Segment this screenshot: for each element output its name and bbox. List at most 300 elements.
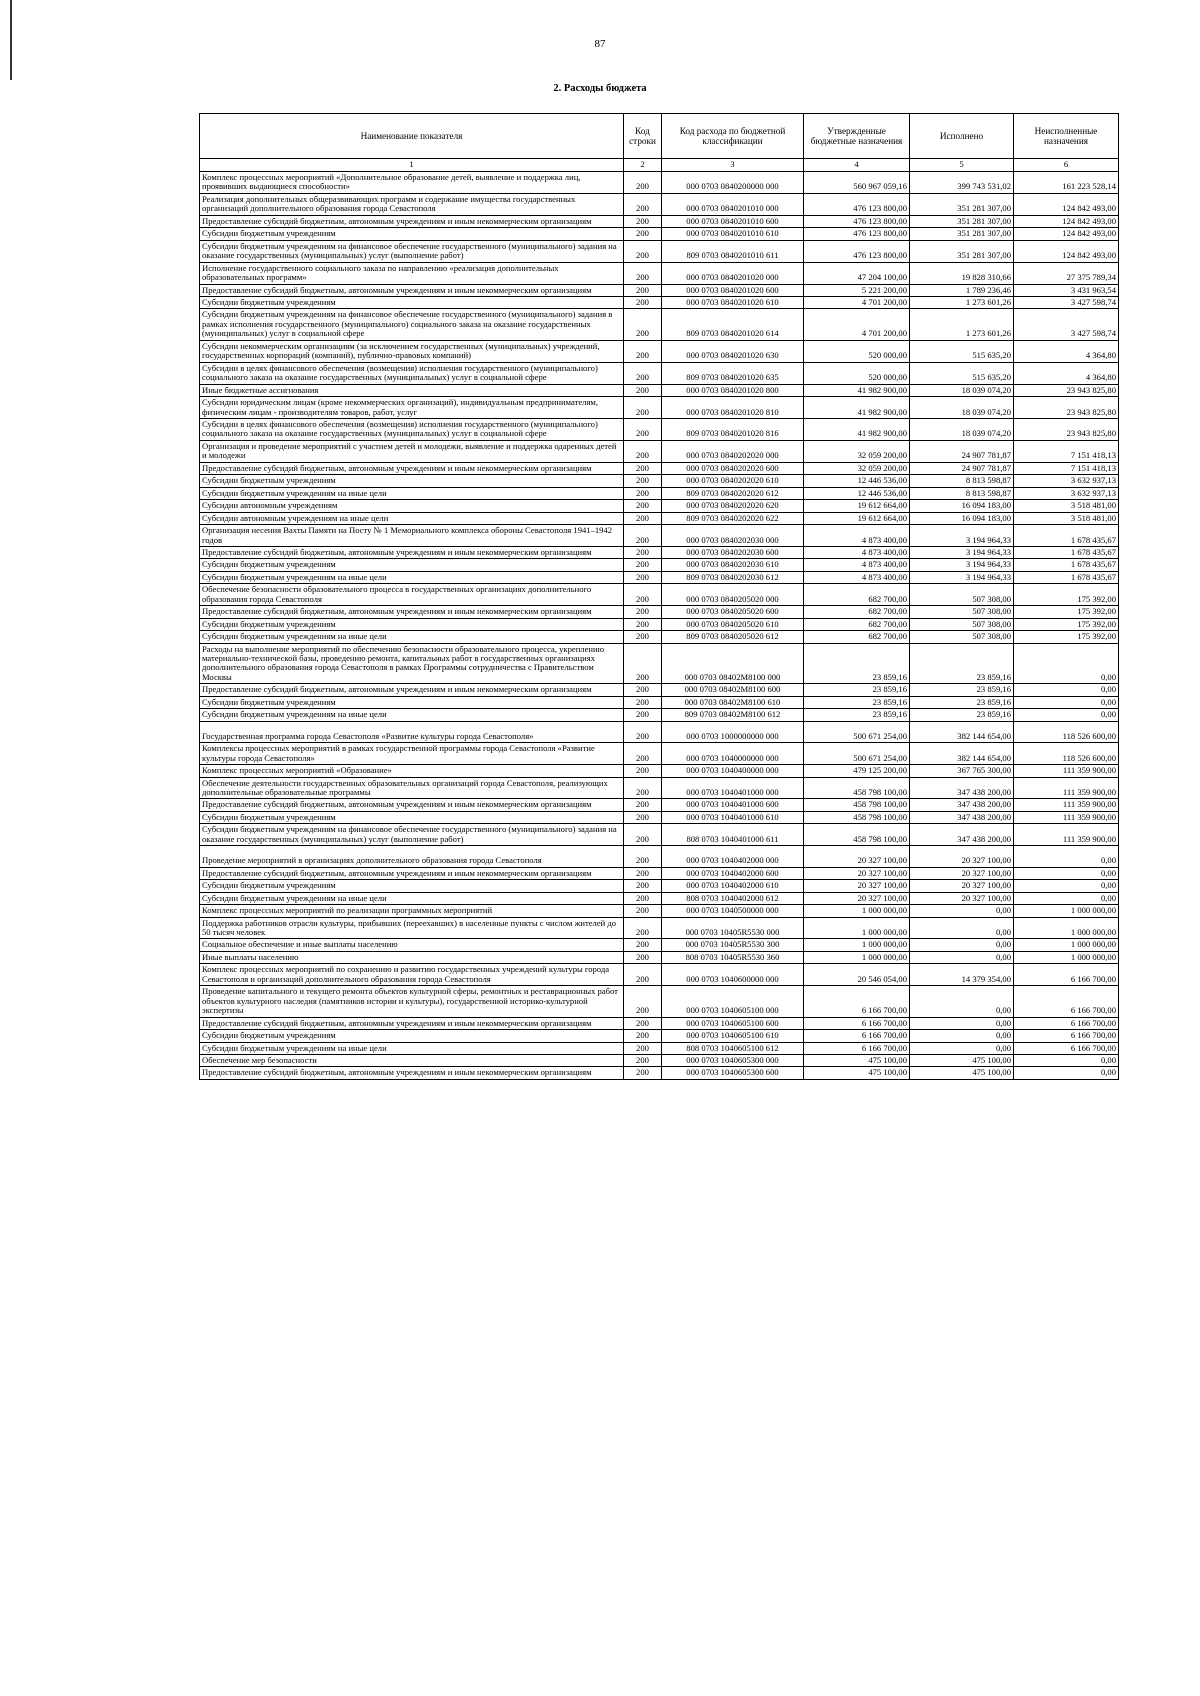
table-row (200, 584, 1119, 606)
header-executed: Исполнено (910, 114, 1014, 159)
row-code-cell: 200 (624, 240, 662, 262)
column-number-row (200, 159, 1119, 172)
table-row (200, 765, 1119, 777)
row-executed-cell: 382 144 654,00 (910, 721, 1014, 742)
table-row (200, 262, 1119, 284)
row-unexecuted-cell: 3 632 937,13 (1014, 475, 1119, 487)
row-approved-cell: 500 671 254,00 (804, 721, 910, 742)
row-approved-cell: 4 873 400,00 (804, 559, 910, 571)
row-classification-cell: 000 0703 0840205020 600 (662, 606, 804, 618)
row-code-cell: 200 (624, 846, 662, 867)
row-executed-cell: 18 039 074,20 (910, 384, 1014, 396)
row-classification-cell: 000 0703 0840205020 000 (662, 584, 804, 606)
row-name-cell: Иные бюджетные ассигнования (200, 384, 624, 396)
header-classification: Код расхода по бюджетной классификации (662, 114, 804, 159)
row-code-cell: 200 (624, 1030, 662, 1042)
row-executed-cell: 0,00 (910, 939, 1014, 951)
row-unexecuted-cell: 175 392,00 (1014, 606, 1119, 618)
table-row (200, 824, 1119, 846)
table-row (200, 696, 1119, 708)
row-name-cell: Предоставление субсидий бюджетным, автономным учреждениям и иным некоммерческим организациям (200, 284, 624, 296)
table-row (200, 228, 1119, 240)
row-classification-cell: 000 0703 1040500000 000 (662, 905, 804, 917)
row-code-cell: 200 (624, 1054, 662, 1066)
table-row (200, 1054, 1119, 1066)
row-approved-cell: 458 798 100,00 (804, 799, 910, 811)
row-executed-cell: 3 194 964,33 (910, 546, 1014, 558)
row-classification-cell: 000 0703 0840202020 600 (662, 462, 804, 474)
row-unexecuted-cell: 175 392,00 (1014, 584, 1119, 606)
row-executed-cell: 23 859,16 (910, 643, 1014, 684)
row-approved-cell: 476 123 800,00 (804, 228, 910, 240)
row-code-cell: 200 (624, 951, 662, 963)
row-name-cell: Субсидии юридическим лицам (кроме некоммерческих организаций), индивидуальным предпринимателям, физическим лицам - производителям товаров, работ, услуг (200, 397, 624, 419)
row-unexecuted-cell: 23 943 825,80 (1014, 418, 1119, 440)
row-code-cell: 200 (624, 606, 662, 618)
row-unexecuted-cell: 23 943 825,80 (1014, 384, 1119, 396)
row-code-cell: 200 (624, 462, 662, 474)
row-approved-cell: 6 166 700,00 (804, 1030, 910, 1042)
row-code-cell: 200 (624, 765, 662, 777)
table-row (200, 777, 1119, 799)
table-row (200, 571, 1119, 583)
table-row (200, 618, 1119, 630)
row-approved-cell: 32 059 200,00 (804, 440, 910, 462)
row-executed-cell: 18 039 074,20 (910, 418, 1014, 440)
row-unexecuted-cell: 124 842 493,00 (1014, 193, 1119, 215)
row-unexecuted-cell: 111 359 900,00 (1014, 765, 1119, 777)
row-code-cell: 200 (624, 1042, 662, 1054)
row-executed-cell: 8 813 598,87 (910, 475, 1014, 487)
row-code-cell: 200 (624, 384, 662, 396)
row-unexecuted-cell: 6 166 700,00 (1014, 964, 1119, 986)
row-name-cell: Субсидии бюджетным учреждениям на иные цели (200, 631, 624, 643)
row-executed-cell: 347 438 200,00 (910, 811, 1014, 823)
row-executed-cell: 475 100,00 (910, 1067, 1014, 1079)
row-code-cell: 200 (624, 811, 662, 823)
row-name-cell: Субсидии бюджетным учреждениям на финансовое обеспечение государственного (муниципального) задания на оказание государственных (муниципальных) услуг (выполнение работ) (200, 240, 624, 262)
row-approved-cell: 476 123 800,00 (804, 240, 910, 262)
row-executed-cell: 14 379 354,00 (910, 964, 1014, 986)
row-name-cell: Организация и проведение мероприятий с участием детей и молодежи, выявление и поддержка одаренных детей и молодежи (200, 440, 624, 462)
row-code-cell: 200 (624, 684, 662, 696)
row-code-cell: 200 (624, 559, 662, 571)
row-unexecuted-cell: 1 000 000,00 (1014, 917, 1119, 939)
row-approved-cell: 458 798 100,00 (804, 824, 910, 846)
row-name-cell: Предоставление субсидий бюджетным, автономным учреждениям и иным некоммерческим организациям (200, 799, 624, 811)
row-approved-cell: 41 982 900,00 (804, 418, 910, 440)
row-code-cell: 200 (624, 546, 662, 558)
row-name-text: Государственная программа города Севастополя «Развитие культуры города Севастополя» (202, 730, 534, 741)
table-row (200, 546, 1119, 558)
row-name-cell: Субсидии некоммерческим организациям (за исключением государственных (муниципальных) учреждений, государственных корпораций (компаний), публично-правовых компаний) (200, 340, 624, 362)
row-classification-cell: 809 0703 0840201020 614 (662, 309, 804, 340)
table-row (200, 475, 1119, 487)
row-classification-cell: 809 0703 0840202020 622 (662, 512, 804, 524)
row-classification-cell: 000 0703 0840201020 630 (662, 340, 804, 362)
row-unexecuted-cell: 111 359 900,00 (1014, 777, 1119, 799)
row-executed-cell: 351 281 307,00 (910, 228, 1014, 240)
row-executed-cell: 1 273 601,26 (910, 309, 1014, 340)
row-executed-cell: 20 327 100,00 (910, 867, 1014, 879)
row-classification-cell: 000 0703 08402M8100 600 (662, 684, 804, 696)
row-name-cell: Субсидии бюджетным учреждениям (200, 1030, 624, 1042)
row-unexecuted-cell: 0,00 (1014, 867, 1119, 879)
row-name-cell: Предоставление субсидий бюджетным, автономным учреждениям и иным некоммерческим организациям (200, 546, 624, 558)
row-approved-cell: 5 221 200,00 (804, 284, 910, 296)
row-code-cell: 200 (624, 296, 662, 308)
column-number: 4 (804, 159, 910, 172)
table-row (200, 986, 1119, 1017)
row-classification-cell: 000 0703 0840202020 610 (662, 475, 804, 487)
row-classification-cell: 000 0703 0840200000 000 (662, 172, 804, 194)
row-executed-cell: 347 438 200,00 (910, 799, 1014, 811)
row-unexecuted-cell: 0,00 (1014, 1067, 1119, 1079)
row-classification-cell: 000 0703 0840201020 810 (662, 397, 804, 419)
row-executed-cell: 507 308,00 (910, 606, 1014, 618)
row-approved-cell: 1 000 000,00 (804, 917, 910, 939)
row-unexecuted-cell: 3 431 963,54 (1014, 284, 1119, 296)
row-name-cell: Комплексы процессных мероприятий в рамках государственной программы города Севастополя «Развитие культуры города Севастополя» (200, 743, 624, 765)
row-classification-cell: 000 0703 0840202030 000 (662, 525, 804, 547)
table-row (200, 525, 1119, 547)
row-classification-cell: 000 0703 0840201020 610 (662, 296, 804, 308)
row-classification-cell: 809 0703 0840202020 612 (662, 487, 804, 499)
table-row (200, 340, 1119, 362)
row-approved-cell: 47 204 100,00 (804, 262, 910, 284)
row-classification-cell: 000 0703 0840205020 610 (662, 618, 804, 630)
table-row (200, 512, 1119, 524)
table-row (200, 964, 1119, 986)
row-approved-cell: 475 100,00 (804, 1054, 910, 1066)
row-executed-cell: 8 813 598,87 (910, 487, 1014, 499)
table-row (200, 362, 1119, 384)
table-row (200, 1017, 1119, 1029)
row-executed-cell: 20 327 100,00 (910, 846, 1014, 867)
row-code-cell: 200 (624, 440, 662, 462)
row-executed-cell: 507 308,00 (910, 618, 1014, 630)
row-approved-cell: 23 859,16 (804, 696, 910, 708)
table-row (200, 867, 1119, 879)
row-executed-cell: 19 828 310,66 (910, 262, 1014, 284)
table-row (200, 418, 1119, 440)
row-unexecuted-cell: 4 364,80 (1014, 362, 1119, 384)
row-approved-cell: 20 327 100,00 (804, 846, 910, 867)
row-approved-cell: 458 798 100,00 (804, 811, 910, 823)
row-executed-cell: 507 308,00 (910, 631, 1014, 643)
row-executed-cell: 347 438 200,00 (910, 777, 1014, 799)
row-approved-cell: 682 700,00 (804, 606, 910, 618)
table-row (200, 559, 1119, 571)
row-classification-cell: 808 0703 1040605100 612 (662, 1042, 804, 1054)
row-executed-cell: 0,00 (910, 905, 1014, 917)
row-name-cell: Предоставление субсидий бюджетным, автономным учреждениям и иным некоммерческим организациям (200, 1017, 624, 1029)
row-classification-cell: 000 0703 0840202020 000 (662, 440, 804, 462)
row-classification-cell: 000 0703 1040000000 000 (662, 743, 804, 765)
table-row (200, 917, 1119, 939)
row-name-cell: Субсидии бюджетным учреждениям на финансовое обеспечение государственного (муниципального) задания на оказание государственных (муниципальных) услуг (выполнение работ) (200, 824, 624, 846)
table-row (200, 193, 1119, 215)
table-row (200, 643, 1119, 684)
row-name-cell: Расходы на выполнение мероприятий по обеспечению безопасности образовательного процесса, укреплению материально-технической базы, проведению ремонта, капитальных работ в государственных организациях дополнительного образования города Севастополя в рамках Программы сотрудничества с Правительством Москвы (200, 643, 624, 684)
row-name-cell: Комплекс процессных мероприятий «Образование» (200, 765, 624, 777)
row-unexecuted-cell: 124 842 493,00 (1014, 228, 1119, 240)
column-number: 5 (910, 159, 1014, 172)
budget-expenses-table (199, 113, 1119, 1080)
row-name-cell: Субсидии бюджетным учреждениям (200, 475, 624, 487)
row-executed-cell: 0,00 (910, 951, 1014, 963)
table-row (200, 1042, 1119, 1054)
row-code-cell: 200 (624, 487, 662, 499)
row-approved-cell: 20 327 100,00 (804, 892, 910, 904)
table-row (200, 905, 1119, 917)
row-code-cell: 200 (624, 284, 662, 296)
row-classification-cell: 000 0703 1040402000 610 (662, 880, 804, 892)
row-classification-cell: 809 0703 0840201020 816 (662, 418, 804, 440)
row-executed-cell: 367 765 300,00 (910, 765, 1014, 777)
header-unexecuted: Неисполненные назначения (1014, 114, 1119, 159)
row-approved-cell: 6 166 700,00 (804, 1042, 910, 1054)
header-name: Наименование показателя (200, 114, 624, 159)
row-approved-cell: 41 982 900,00 (804, 397, 910, 419)
row-code-cell: 200 (624, 721, 662, 742)
row-unexecuted-cell: 7 151 418,13 (1014, 462, 1119, 474)
row-unexecuted-cell: 124 842 493,00 (1014, 215, 1119, 227)
row-unexecuted-cell: 111 359 900,00 (1014, 811, 1119, 823)
row-name-cell: Организация несения Вахты Памяти на Посту № 1 Мемориального комплекса обороны Севастополя 1941–1942 годов (200, 525, 624, 547)
row-code-cell: 200 (624, 643, 662, 684)
row-code-cell: 200 (624, 1067, 662, 1079)
row-unexecuted-cell: 4 364,80 (1014, 340, 1119, 362)
row-name-text: Проведение мероприятий в организациях дополнительного образования города Севастополя (202, 855, 542, 866)
row-classification-cell: 000 0703 1040402000 000 (662, 846, 804, 867)
row-name-cell: Предоставление субсидий бюджетным, автономным учреждениям и иным некоммерческим организациям (200, 215, 624, 227)
row-classification-cell: 000 0703 0840201020 000 (662, 262, 804, 284)
row-approved-cell: 560 967 059,16 (804, 172, 910, 194)
row-name-cell: Субсидии в целях финансового обеспечения (возмещения) исполнения государственного (муниципального) социального заказа на оказание государственных (муниципальных) услуг в социальной сфере (200, 418, 624, 440)
row-approved-cell: 1 000 000,00 (804, 951, 910, 963)
row-unexecuted-cell: 1 678 435,67 (1014, 525, 1119, 547)
table-row (200, 384, 1119, 396)
row-classification-cell: 000 0703 1000000000 000 (662, 721, 804, 742)
row-unexecuted-cell: 1 678 435,67 (1014, 559, 1119, 571)
row-code-cell: 200 (624, 917, 662, 939)
row-approved-cell: 4 701 200,00 (804, 296, 910, 308)
row-code-cell: 200 (624, 777, 662, 799)
row-approved-cell: 479 125 200,00 (804, 765, 910, 777)
row-name-cell: Субсидии бюджетным учреждениям (200, 559, 624, 571)
row-classification-cell: 000 0703 0840201010 610 (662, 228, 804, 240)
row-code-cell: 200 (624, 824, 662, 846)
row-classification-cell: 000 0703 1040401000 000 (662, 777, 804, 799)
row-unexecuted-cell: 3 518 481,00 (1014, 500, 1119, 512)
row-classification-cell: 000 0703 0840201020 600 (662, 284, 804, 296)
row-unexecuted-cell: 111 359 900,00 (1014, 799, 1119, 811)
row-code-cell: 200 (624, 584, 662, 606)
column-number: 2 (624, 159, 662, 172)
row-name-cell: Субсидии бюджетным учреждениям на иные цели (200, 1042, 624, 1054)
row-classification-cell: 000 0703 1040605300 600 (662, 1067, 804, 1079)
row-code-cell: 200 (624, 799, 662, 811)
table-row (200, 1067, 1119, 1079)
table-row (200, 284, 1119, 296)
row-code-cell: 200 (624, 986, 662, 1017)
row-name-cell: Субсидии бюджетным учреждениям на иные цели (200, 892, 624, 904)
row-name-cell: Обеспечение безопасности образовательного процесса в государственных организациях дополнительного образования города Севастополя (200, 584, 624, 606)
row-classification-cell: 000 0703 1040605100 600 (662, 1017, 804, 1029)
row-code-cell: 200 (624, 500, 662, 512)
row-executed-cell: 351 281 307,00 (910, 240, 1014, 262)
table-row (200, 939, 1119, 951)
row-classification-cell: 808 0703 1040401000 611 (662, 824, 804, 846)
row-name-cell: Проведение капитального и текущего ремонта объектов культурной сферы, ремонтных и реставрационных работ объектов культурного наследия (памятников истории и культуры), государственной историко-культурной экспертизы (200, 986, 624, 1017)
row-code-cell: 200 (624, 512, 662, 524)
row-name-cell (200, 846, 624, 867)
row-code-cell: 200 (624, 939, 662, 951)
row-unexecuted-cell: 27 375 789,34 (1014, 262, 1119, 284)
row-name-cell: Комплекс процессных мероприятий по сохранению и развитию государственных учреждений культуры города Севастополя и организаций дополнительного образования города Севастополя (200, 964, 624, 986)
header-row (200, 114, 1119, 159)
table-row (200, 631, 1119, 643)
row-code-cell: 200 (624, 262, 662, 284)
row-executed-cell: 23 859,16 (910, 684, 1014, 696)
row-classification-cell: 809 0703 0840201010 611 (662, 240, 804, 262)
row-executed-cell: 351 281 307,00 (910, 215, 1014, 227)
row-unexecuted-cell: 1 678 435,67 (1014, 571, 1119, 583)
table-row (200, 846, 1119, 867)
row-approved-cell: 520 000,00 (804, 362, 910, 384)
row-unexecuted-cell: 175 392,00 (1014, 618, 1119, 630)
row-approved-cell: 20 327 100,00 (804, 867, 910, 879)
row-unexecuted-cell: 3 427 598,74 (1014, 296, 1119, 308)
row-classification-cell: 000 0703 1040605100 610 (662, 1030, 804, 1042)
table-body (200, 172, 1119, 1080)
header-approved: Утвержденные бюджетные назначения (804, 114, 910, 159)
table-row (200, 296, 1119, 308)
row-classification-cell: 000 0703 1040605300 000 (662, 1054, 804, 1066)
row-code-cell: 200 (624, 867, 662, 879)
row-executed-cell: 18 039 074,20 (910, 397, 1014, 419)
row-code-cell: 200 (624, 215, 662, 227)
row-executed-cell: 1 789 236,46 (910, 284, 1014, 296)
row-executed-cell: 24 907 781,87 (910, 440, 1014, 462)
row-approved-cell: 682 700,00 (804, 618, 910, 630)
row-approved-cell: 475 100,00 (804, 1067, 910, 1079)
table-row (200, 811, 1119, 823)
row-classification-cell: 808 0703 1040402000 612 (662, 892, 804, 904)
row-classification-cell: 000 0703 0840201010 600 (662, 215, 804, 227)
row-executed-cell: 399 743 531,02 (910, 172, 1014, 194)
row-executed-cell: 0,00 (910, 1042, 1014, 1054)
row-unexecuted-cell: 23 943 825,80 (1014, 397, 1119, 419)
row-code-cell: 200 (624, 880, 662, 892)
row-code-cell: 200 (624, 362, 662, 384)
row-executed-cell: 475 100,00 (910, 1054, 1014, 1066)
row-unexecuted-cell: 1 000 000,00 (1014, 939, 1119, 951)
row-code-cell: 200 (624, 475, 662, 487)
row-executed-cell: 382 144 654,00 (910, 743, 1014, 765)
row-approved-cell: 458 798 100,00 (804, 777, 910, 799)
row-name-cell: Комплекс процессных мероприятий «Дополнительное образование детей, выявление и поддержка лиц, проявивших выдающиеся способности» (200, 172, 624, 194)
row-approved-cell: 32 059 200,00 (804, 462, 910, 474)
row-code-cell: 200 (624, 309, 662, 340)
table-row (200, 721, 1119, 742)
table-row (200, 215, 1119, 227)
row-approved-cell: 4 701 200,00 (804, 309, 910, 340)
row-unexecuted-cell: 118 526 600,00 (1014, 721, 1119, 742)
row-code-cell: 200 (624, 905, 662, 917)
table-row (200, 500, 1119, 512)
row-code-cell: 200 (624, 631, 662, 643)
row-classification-cell: 000 0703 0840202030 610 (662, 559, 804, 571)
row-classification-cell: 000 0703 0840202020 620 (662, 500, 804, 512)
row-classification-cell: 000 0703 0840201010 000 (662, 193, 804, 215)
row-executed-cell: 20 327 100,00 (910, 892, 1014, 904)
row-code-cell: 200 (624, 418, 662, 440)
header-code: Код строки (624, 114, 662, 159)
row-name-cell: Субсидии бюджетным учреждениям на иные цели (200, 709, 624, 721)
row-name-cell: Предоставление субсидий бюджетным, автономным учреждениям и иным некоммерческим организациям (200, 606, 624, 618)
row-approved-cell: 23 859,16 (804, 643, 910, 684)
row-approved-cell: 6 166 700,00 (804, 1017, 910, 1029)
row-approved-cell: 1 000 000,00 (804, 905, 910, 917)
row-unexecuted-cell: 6 166 700,00 (1014, 1017, 1119, 1029)
row-classification-cell: 000 0703 1040401000 610 (662, 811, 804, 823)
table-row (200, 172, 1119, 194)
row-name-cell: Предоставление субсидий бюджетным, автономным учреждениям и иным некоммерческим организациям (200, 462, 624, 474)
row-name-cell (200, 721, 624, 742)
table-row (200, 397, 1119, 419)
row-executed-cell: 351 281 307,00 (910, 193, 1014, 215)
row-approved-cell: 23 859,16 (804, 709, 910, 721)
row-classification-cell: 000 0703 1040600000 000 (662, 964, 804, 986)
row-approved-cell: 4 873 400,00 (804, 546, 910, 558)
table-row (200, 1030, 1119, 1042)
row-name-cell: Субсидии бюджетным учреждениям на финансовое обеспечение государственного (муниципального) задания в рамках исполнения государственного (муниципального) социального заказа на оказание государственных (муниципальных) услуг в социальной сфере (200, 309, 624, 340)
row-executed-cell: 0,00 (910, 917, 1014, 939)
row-code-cell: 200 (624, 397, 662, 419)
row-code-cell: 200 (624, 228, 662, 240)
row-name-cell: Социальное обеспечение и иные выплаты населению (200, 939, 624, 951)
row-executed-cell: 0,00 (910, 1017, 1014, 1029)
row-code-cell: 200 (624, 618, 662, 630)
row-classification-cell: 000 0703 0840202030 600 (662, 546, 804, 558)
row-name-cell: Реализация дополнительных общеразвивающих программ и содержание имущества государственных организаций дополнительного образования города Севастополя (200, 193, 624, 215)
row-classification-cell: 809 0703 0840202030 612 (662, 571, 804, 583)
row-executed-cell: 1 273 601,26 (910, 296, 1014, 308)
row-unexecuted-cell: 161 223 528,14 (1014, 172, 1119, 194)
table-row (200, 743, 1119, 765)
row-name-cell: Субсидии бюджетным учреждениям (200, 618, 624, 630)
row-classification-cell: 000 0703 1040400000 000 (662, 765, 804, 777)
row-name-cell: Субсидии бюджетным учреждениям (200, 811, 624, 823)
row-code-cell: 200 (624, 172, 662, 194)
row-unexecuted-cell: 1 000 000,00 (1014, 905, 1119, 917)
page-number: 87 (594, 38, 606, 50)
table-row (200, 240, 1119, 262)
row-name-cell: Субсидии бюджетным учреждениям (200, 228, 624, 240)
row-executed-cell: 347 438 200,00 (910, 824, 1014, 846)
row-unexecuted-cell: 6 166 700,00 (1014, 986, 1119, 1017)
table-row (200, 709, 1119, 721)
table-row (200, 462, 1119, 474)
row-code-cell: 200 (624, 525, 662, 547)
row-approved-cell: 6 166 700,00 (804, 986, 910, 1017)
table-row (200, 487, 1119, 499)
table-row (200, 606, 1119, 618)
row-executed-cell: 24 907 781,87 (910, 462, 1014, 474)
row-executed-cell: 0,00 (910, 1030, 1014, 1042)
